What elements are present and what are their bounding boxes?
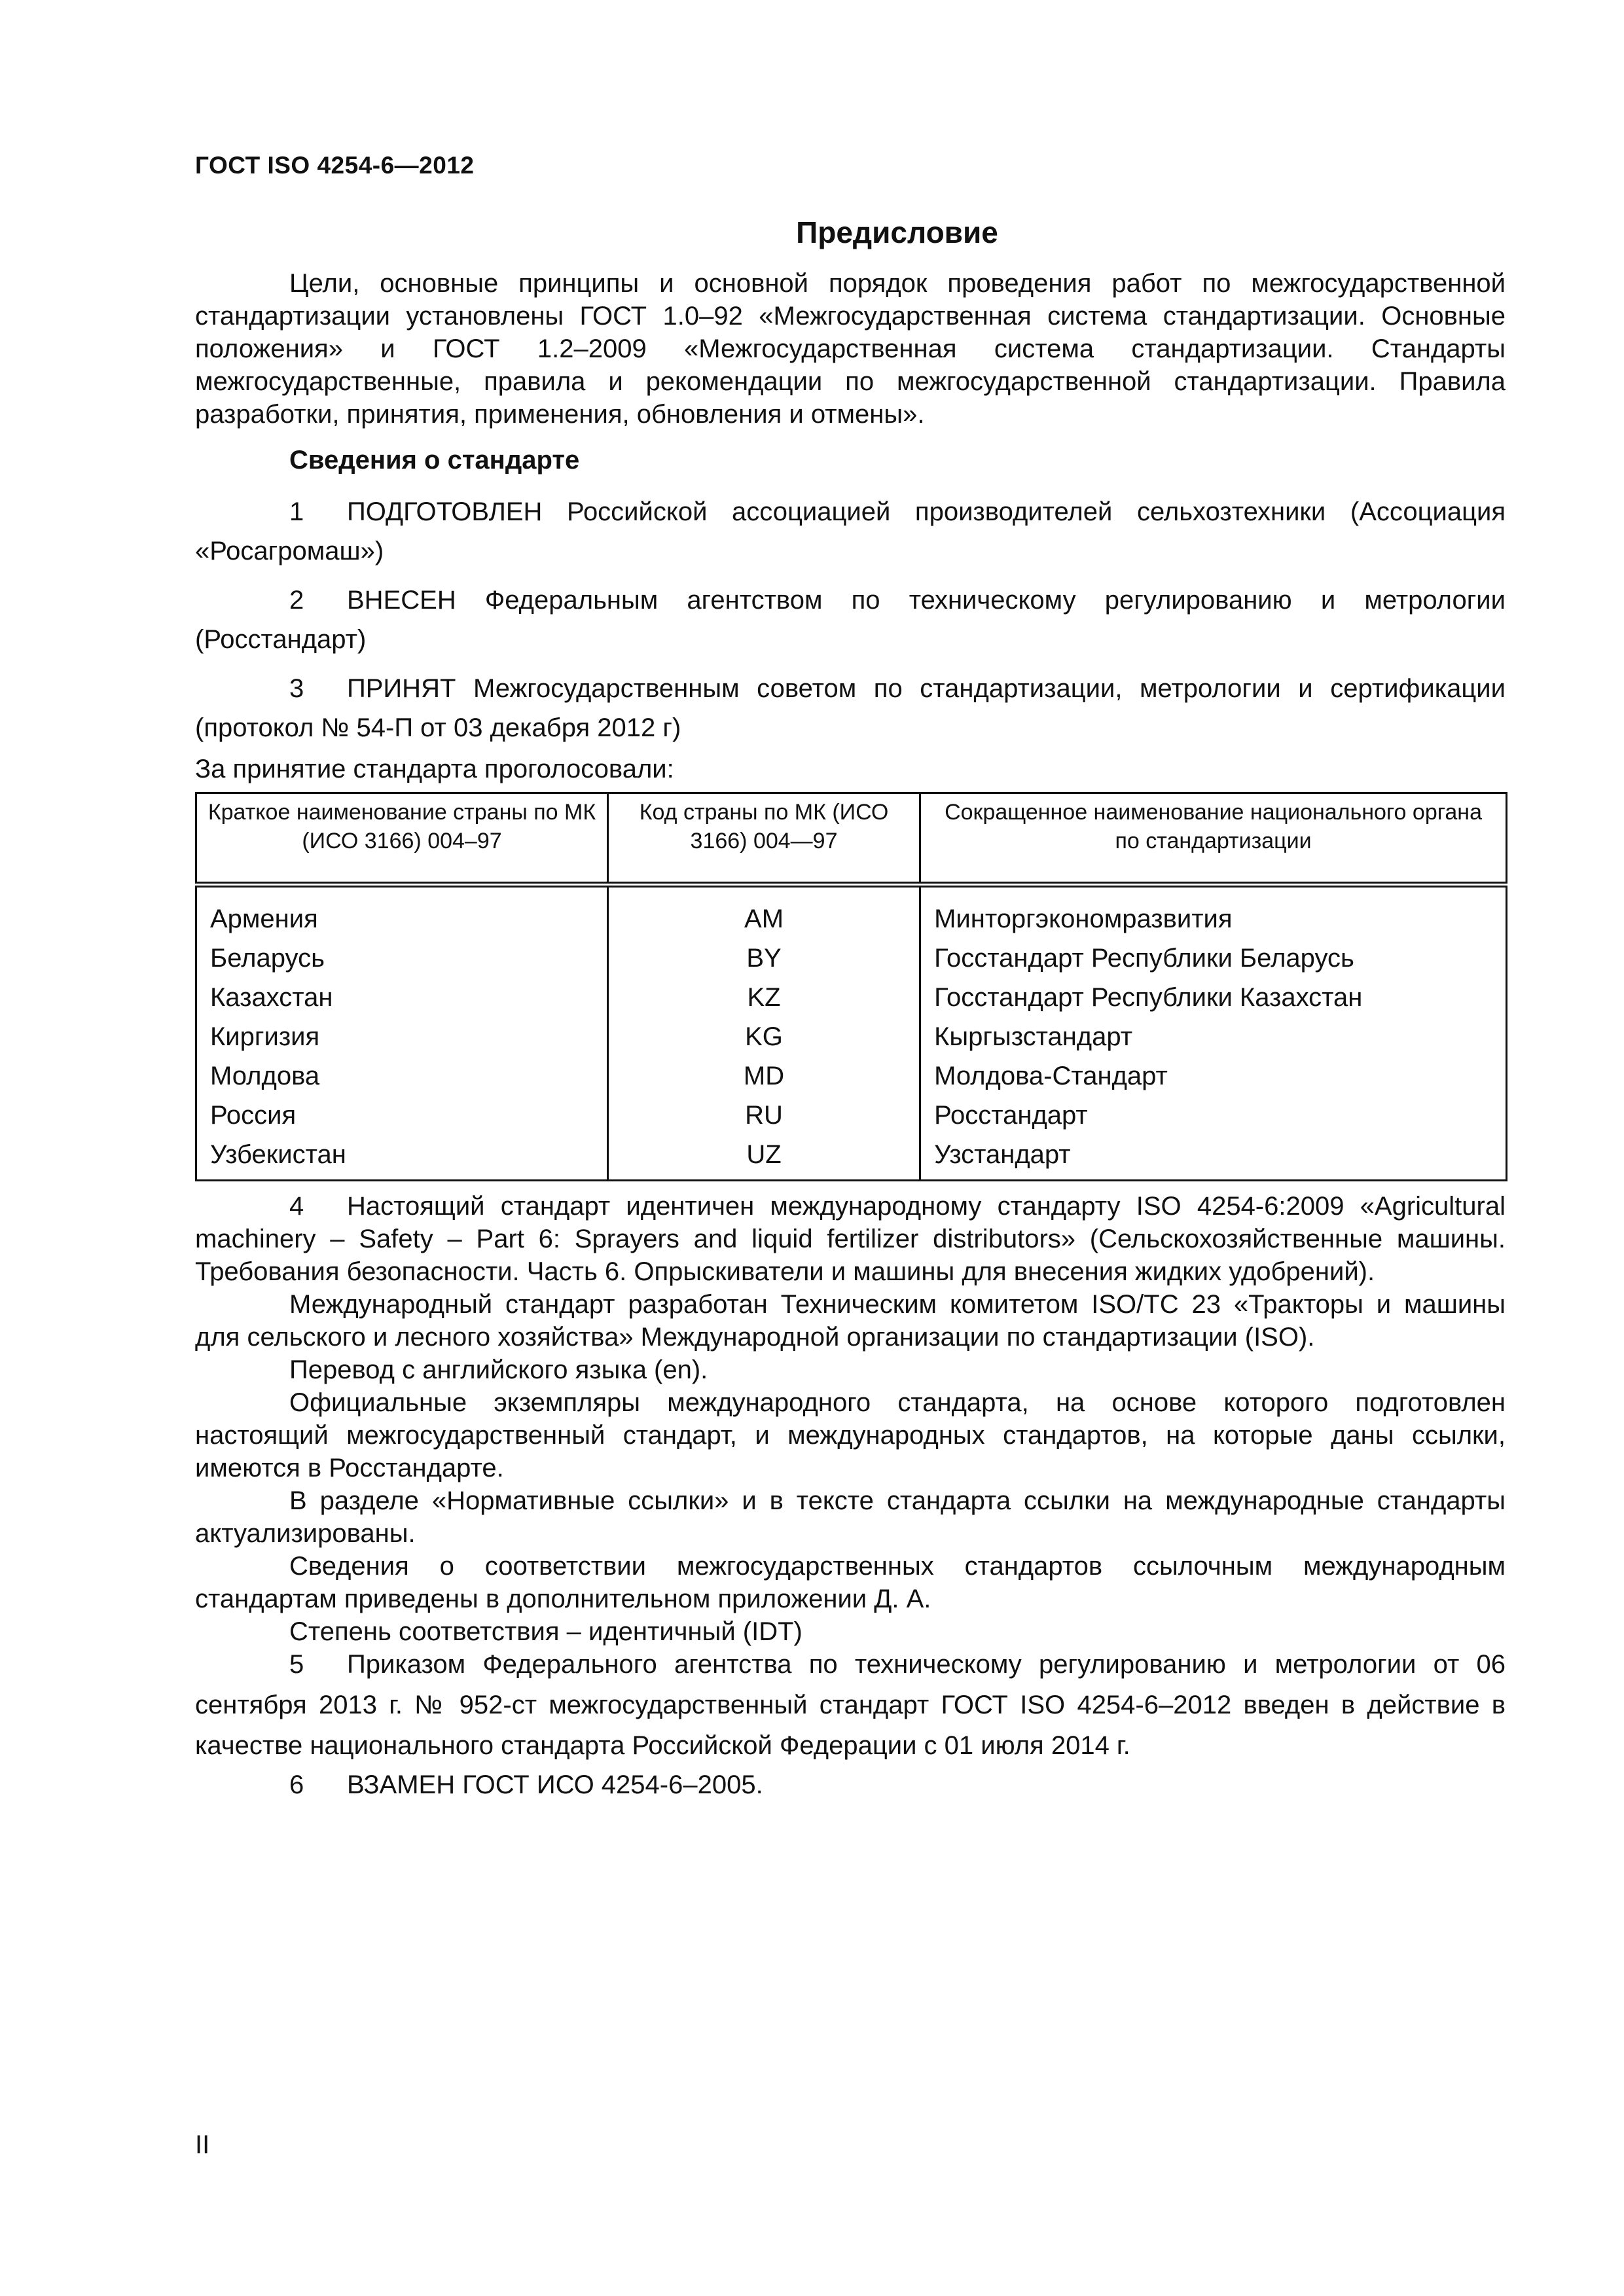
national-body: Госстандарт Республики Казахстан (920, 978, 1507, 1017)
item-2-number: 2 (289, 586, 304, 615)
table-row (196, 885, 1507, 939)
table-row (196, 1056, 1507, 1096)
country-name: Киргизия (196, 1017, 608, 1056)
national-body: Молдова-Стандарт (920, 1056, 1507, 1096)
country-code: AM (607, 885, 920, 939)
table-row (196, 1135, 1507, 1181)
item-6 (195, 1768, 1506, 1801)
country-name: Армения (196, 885, 608, 939)
item-4-paragraph-7: Степень соответствия – идентичный (IDT) (289, 1617, 803, 1646)
country-name: Молдова (196, 1056, 608, 1096)
voting-countries-table (195, 792, 1507, 1181)
page-number: II (195, 2130, 210, 2159)
item-4-paragraph-6: Сведения о соответствии межгосударственных стандартов ссылочным международным стандартам приведены в дополнительном приложении Д. А. (195, 1552, 1506, 1613)
header-national-body: Сокращенное наименование национального органа по стандартизации (920, 793, 1507, 885)
national-body: Госстандарт Республики Беларусь (920, 939, 1507, 978)
document-code-header: ГОСТ ISO 4254-6—2012 (195, 152, 475, 179)
page-title: Предисловие (796, 215, 998, 249)
table-row (196, 1096, 1507, 1135)
item-6-text: ВЗАМЕН ГОСТ ИСО 4254-6–2005. (347, 1770, 763, 1799)
item-5 (195, 1644, 1506, 1766)
item-5-text: Приказом Федерального агентства по техническому регулированию и метрологии от 06 сентября 2013 г. № 952-ст межгосударственный стандарт ГОСТ ISO 4254-6–2012 введен в действие в качестве национального стандарта Российской Федерации с 01 июля 2014 г. (195, 1650, 1506, 1760)
country-name: Узбекистан (196, 1135, 608, 1181)
section-heading: Сведения о стандарте (289, 446, 580, 475)
national-body: Минторгэкономразвития (920, 885, 1507, 939)
item-4 (195, 1190, 1506, 1288)
country-code: MD (607, 1056, 920, 1096)
header-country-name: Краткое наименование страны по МК (ИСО 3166) 004–97 (196, 793, 608, 885)
item-4-number: 4 (289, 1192, 304, 1221)
country-name: Казахстан (196, 978, 608, 1017)
item-1-text: ПОДГОТОВЛЕН Российской ассоциацией производителей сельхозтехники (Ассоциация «Росагромаш») (195, 497, 1506, 565)
country-code: KG (607, 1017, 920, 1056)
header-country-code: Код страны по МК (ИСО 3166) 004—97 (607, 793, 920, 885)
item-4-paragraph-3: Перевод с английского языка (en). (289, 1355, 708, 1384)
country-name: Беларусь (196, 939, 608, 978)
item-3 (195, 669, 1506, 747)
item-4-text: Настоящий стандарт идентичен международному стандарту ISO 4254-6:2009 «Agricultural machinery – Safety – Part 6: Sprayers and liquid fertilizer distributors» (Сельскохозяйственные машины. Требования безопасности. Часть 6. Опрыскиватели и машины для внесения жидких удобрений). (195, 1192, 1506, 1286)
table-row (196, 978, 1507, 1017)
item-4-paragraph-4: Официальные экземпляры международного стандарта, на основе которого подготовлен настоящий межгосударственный стандарт, и международных стандартов, на которые даны ссылки, имеются в Росстандарте. (195, 1388, 1506, 1482)
item-4-paragraph-5: В разделе «Нормативные ссылки» и в тексте стандарта ссылки на международные стандарты актуализированы. (195, 1486, 1506, 1548)
intro-paragraph: Цели, основные принципы и основной порядок проведения работ по межгосударственной стандартизации установлены ГОСТ 1.0–92 «Межгосударственная система стандартизации. Основные положения» и ГОСТ 1.2–2009 «Межгосударственная система стандартизации. Стандарты межгосударственные, правила и рекомендации по межгосударственной стандартизации. Правила разработки, принятия, применения, обновления и отмены». (195, 269, 1506, 429)
national-body: Узстандарт (920, 1135, 1507, 1181)
table-row (196, 1017, 1507, 1056)
item-2 (195, 581, 1506, 659)
national-body: Кыргызстандарт (920, 1017, 1507, 1056)
item-1 (195, 492, 1506, 571)
country-code: RU (607, 1096, 920, 1135)
item-6-number: 6 (289, 1770, 304, 1799)
item-2-text: ВНЕСЕН Федеральным агентством по техническому регулированию и метрологии (Росстандарт) (195, 586, 1506, 654)
item-4-paragraph-2: Международный стандарт разработан Техническим комитетом ISO/TC 23 «Тракторы и машины для сельского и лесного хозяйства» Международной организации по стандартизации (ISO). (195, 1290, 1506, 1352)
table-header-row (196, 793, 1507, 885)
national-body: Росстандарт (920, 1096, 1507, 1135)
country-code: KZ (607, 978, 920, 1017)
country-name: Россия (196, 1096, 608, 1135)
item-3-number: 3 (289, 674, 304, 703)
country-code: UZ (607, 1135, 920, 1181)
table-row (196, 939, 1507, 978)
vote-caption: За принятие стандарта проголосовали: (195, 755, 674, 783)
country-code: BY (607, 939, 920, 978)
item-3-text: ПРИНЯТ Межгосударственным советом по стандартизации, метрологии и сертификации (протокол № 54-П от 03 декабря 2012 г) (195, 674, 1506, 742)
item-5-number: 5 (289, 1650, 304, 1679)
item-4-block (195, 1190, 1506, 1648)
item-1-number: 1 (289, 497, 304, 526)
